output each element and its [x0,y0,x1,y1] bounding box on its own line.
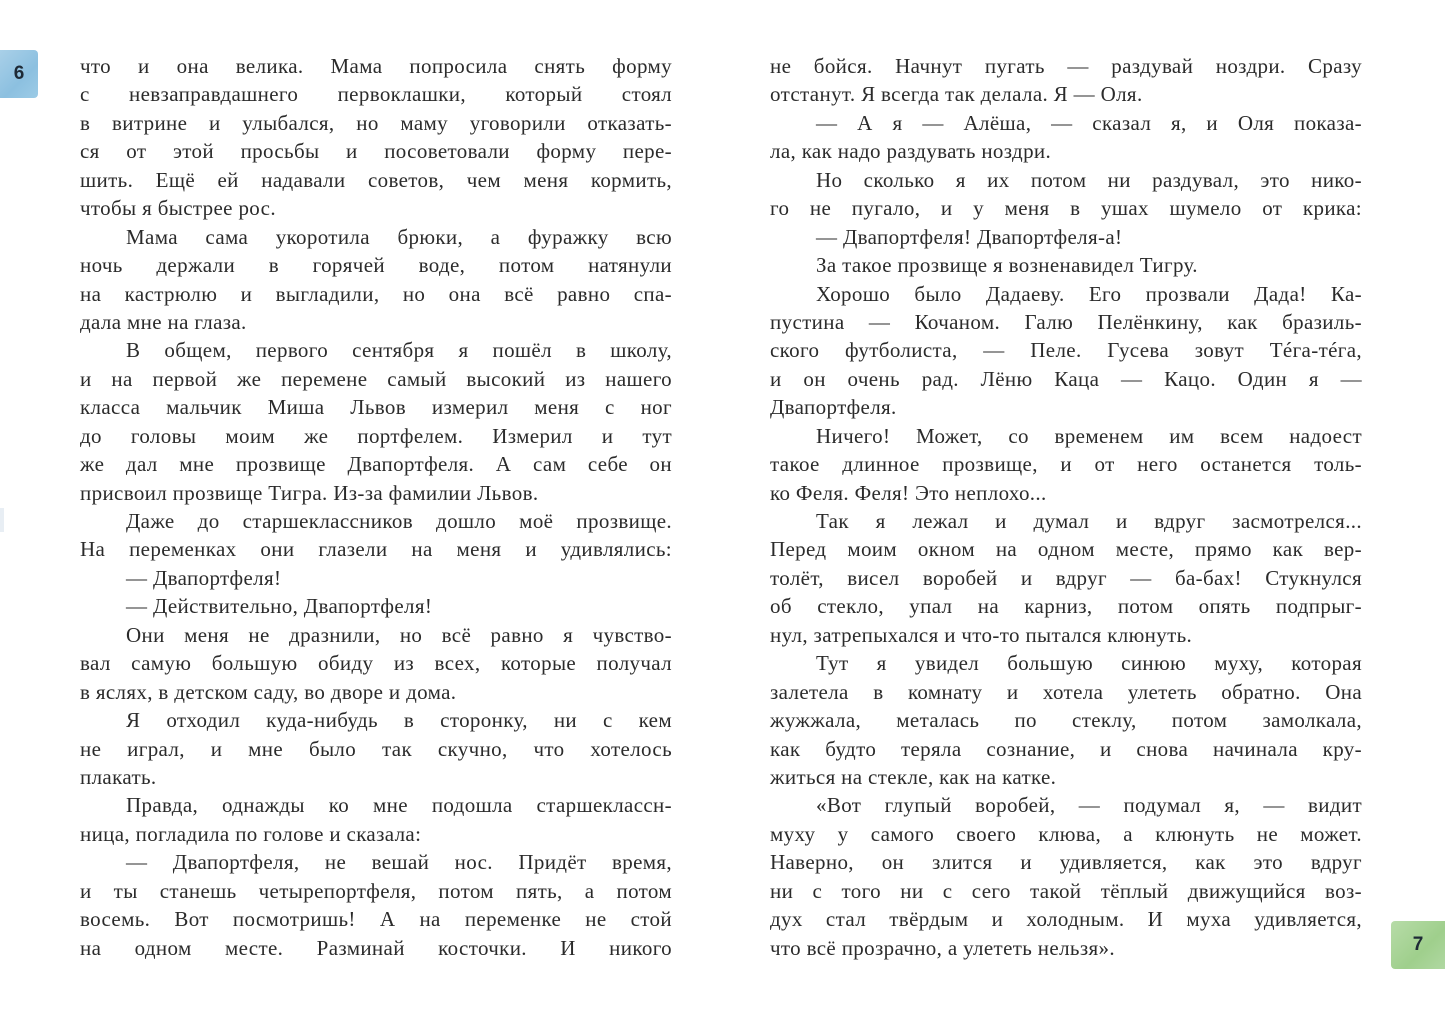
text-line: муху у самого своего клюва, а клюнуть не может. [770,821,1362,846]
text-line: и ты станешь четырепортфеля, потом пять, а потом [80,878,672,903]
text-line: дух стал твёрдым и холодным. И муха удивляется, [770,907,1362,932]
edge-mark [0,508,4,532]
text-line: Правда, однажды ко мне подошла старшеклассн- [126,793,672,818]
text-line: Мама сама укоротила брюки, а фуражку всю [126,224,672,249]
text-line: шить. Ещё ей надавали советов, чем меня кормить, [80,167,672,192]
page-number-right: 7 [1391,921,1445,969]
left-text-column [80,52,672,962]
text-line: же дал мне прозвище Двапортфеля. А сам себе он [80,452,672,477]
text-line: что и она велика. Мама попросила снять форму [80,54,672,78]
text-line: класса мальчик Миша Львов измерил меня с ног [80,395,672,420]
text-line: «Вот глупый воробей, — подумал я, — видит [816,793,1362,818]
text-line: в витрине и улыбался, но маму уговорили отказать- [80,110,672,135]
text-line: в яслях, в детском саду, во дворе и дома. [80,679,457,704]
text-line: Наверно, он злится и удивляется, как это вдруг [770,850,1362,875]
text-line: об стекло, упал на карниз, потом опять подпрыг- [770,594,1362,619]
text-line: Двапортфеля. [770,395,897,420]
text-line: Тут я увидел большую синюю муху, которая [816,651,1362,676]
text-line: Они меня не дразнили, но всё равно я чувство- [126,622,672,647]
text-line: Ничего! Может, со временем им всем надоест [816,423,1362,448]
text-line: ся от этой просьбы и посоветовали форму пере- [80,139,672,164]
text-line: залетела в комнату и хотела улететь обратно. Она [770,679,1362,704]
text-line: плакать. [80,764,157,789]
text-line: такое длинное прозвище, и от него останется толь- [770,452,1362,477]
text-line: нул, затрепыхался и что-то пытался клюнуть. [770,622,1193,647]
text-line: Я отходил куда-нибудь в сторонку, ни с кем [126,708,672,733]
text-line: пустина — Кочаном. Галю Пелёнкину, как бразиль- [770,309,1362,334]
text-line: — Действительно, Двапортфеля! [126,594,433,619]
text-line: как будто теряла сознание, и снова начинала кру- [770,736,1362,761]
page-number-left: 6 [0,50,38,98]
text-line: присвоил прозвище Тигра. Из-за фамилии Львов. [80,480,539,505]
text-line: — Двапортфеля! [126,565,282,590]
text-line: на кастрюлю и выгладили, но она всё равно спа- [80,281,672,306]
text-line: го не пугало, и у меня в ушах шумело от крика: [770,196,1362,221]
text-line: толёт, висел воробей и вдруг — ба-бах! Стукнулся [770,565,1362,590]
text-line: — А я — Алёша, — сказал я, и Оля показа- [816,110,1362,135]
text-line: Даже до старшеклассников дошло моё прозвище. [126,509,672,533]
text-line: чтобы я быстрее рос. [80,196,276,221]
text-line: — Двапортфеля, не вешай нос. Придёт время, [126,850,672,875]
text-line: За такое прозвище я возненавидел Тигру. [816,253,1198,278]
text-line: до головы моим же портфелем. Измерил и тут [80,423,672,448]
text-line: Хорошо было Дадаеву. Его прозвали Дада! Ка- [816,281,1362,306]
text-line: жужжала, металась по стеклу, потом замолкала, [770,708,1362,733]
text-line: ко Феля. Феля! Это неплохо... [770,480,1047,505]
text-line: Перед моим окном на одном месте, прямо как вер- [770,537,1362,562]
text-line: и он очень рад. Лёню Каца — Кацо. Один я — [770,366,1362,391]
text-line: дала мне на глаза. [80,309,247,334]
text-line: и на первой же перемене самый высокий из нашего [80,366,672,391]
right-page [723,0,1445,1012]
text-line: На переменках они глазели на меня и удивлялись: [80,537,672,562]
text-line: отстанут. Я всегда так делала. Я — Оля. [770,82,1143,107]
text-line: не играл, и мне было так скучно, что хотелось [80,736,672,761]
left-page [0,0,722,1012]
text-line: что всё прозрачно, а улететь нельзя». [770,935,1115,960]
text-line: не бойся. Начнут пугать — раздувай ноздри. Сразу [770,54,1362,78]
text-line: с невзаправдашнего первоклашки, который стоял [80,82,672,107]
text-line: — Двапортфеля! Двапортфеля-а! [816,224,1123,249]
text-line: житься на стекле, как на катке. [770,764,1057,789]
text-line: В общем, первого сентября я пошёл в школу, [126,338,672,363]
text-line: ночь держали в горячей воде, потом натянули [80,253,672,278]
text-line: восемь. Вот посмотришь! А на переменке не стой [80,907,672,932]
text-line: ла, как надо раздувать ноздри. [770,139,1052,164]
text-line: на одном месте. Разминай косточки. И никого [80,935,672,960]
text-line: вал самую большую обиду из всех, которые получал [80,651,672,676]
text-line: ского футболиста, — Пеле. Гусева зовут Тéга-тéга, [770,338,1362,363]
text-line: ница, погладила по голове и сказала: [80,821,422,846]
right-text-column [770,52,1362,962]
text-line: Но сколько я их потом ни раздувал, это нико- [816,167,1362,192]
text-line: ни с того ни с сего такой тёплый движущийся воз- [770,878,1362,903]
text-line: Так я лежал и думал и вдруг засмотрелся... [816,509,1362,533]
